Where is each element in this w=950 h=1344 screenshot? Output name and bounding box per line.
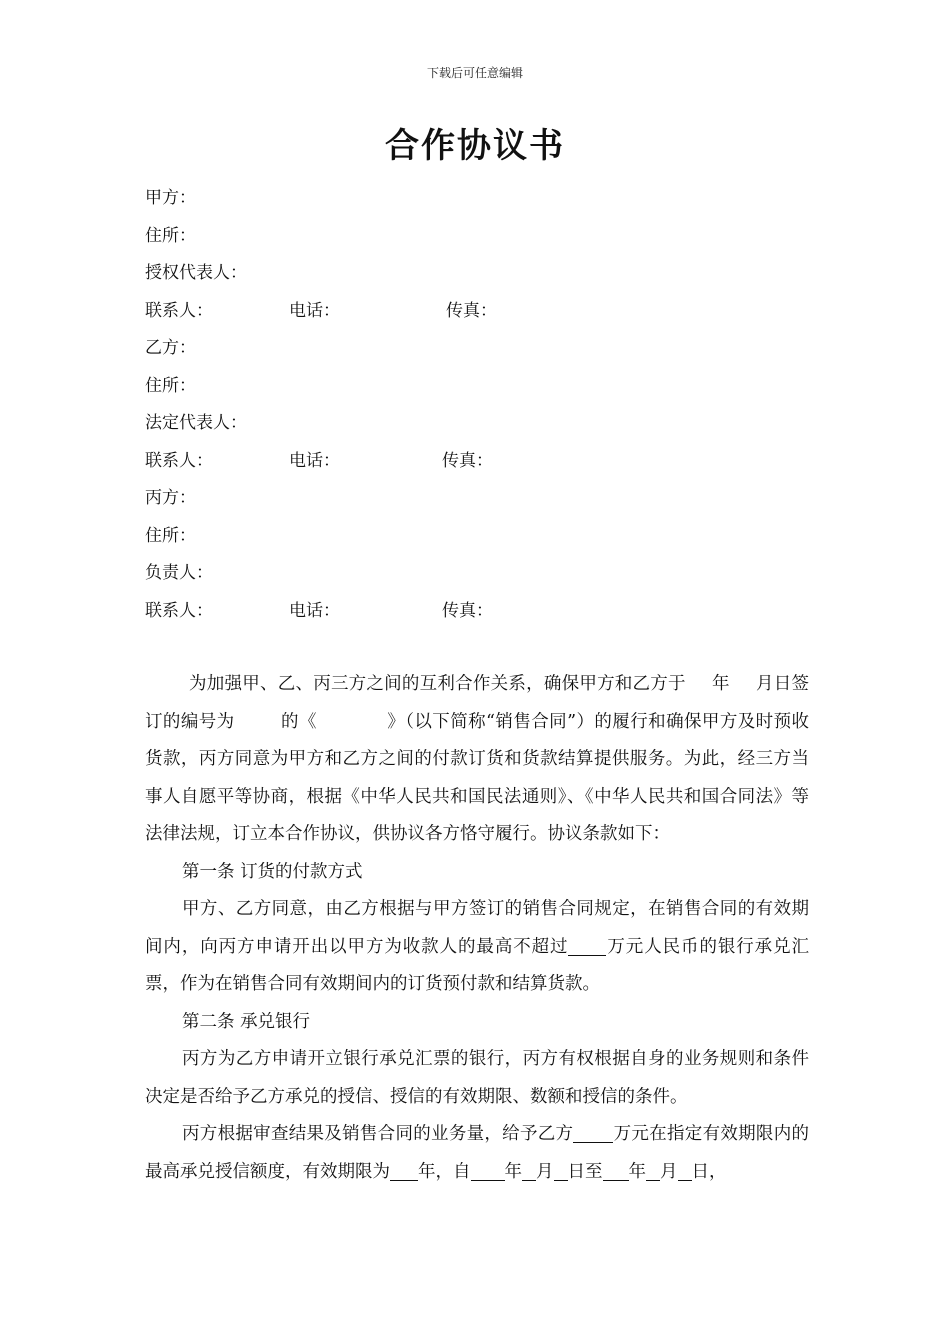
party-c-phone: 电话：	[289, 600, 340, 621]
party-c-line	[145, 480, 825, 518]
page-header: 下载后可任意编辑	[426, 66, 523, 80]
start-month-blank	[522, 1162, 536, 1181]
party-c-rep: 负责人：	[145, 563, 213, 583]
party-b-fax: 传真：	[442, 450, 493, 471]
article-2-text-6: 月	[536, 1161, 554, 1182]
party-c-contact-line	[145, 593, 825, 631]
start-year-blank	[471, 1162, 505, 1181]
party-a-address: 住所：	[145, 225, 196, 246]
party-b-rep: 法定代表人：	[145, 413, 247, 433]
article-2-text-10: 日，	[691, 1161, 727, 1182]
document-title: 合作协议书	[385, 126, 565, 166]
preamble-paragraph	[145, 666, 809, 854]
party-b-contact-line	[145, 443, 825, 481]
parties-block	[145, 180, 825, 630]
article-1-heading: 第一条 订货的付款方式	[182, 861, 363, 882]
party-c-address: 住所：	[145, 525, 196, 546]
party-a-rep-line	[145, 255, 825, 293]
end-year-blank	[603, 1162, 629, 1181]
party-a-contact-line	[145, 293, 825, 331]
article-1-text-2: 万元人民币的银行承兑汇票，作为在销售合同有效期间内的订货预付款和结算货款。	[145, 936, 809, 994]
credit-amount-blank	[573, 1124, 613, 1143]
end-month-blank	[646, 1162, 660, 1181]
article-1-text-1: 甲方、乙方同意，由乙方根据与甲方签订的销售合同规定，在销售合同的有效期间内，向丙方申请开出以甲方为收款人的最高不超过	[145, 899, 809, 957]
party-b-address-line	[145, 368, 825, 406]
preamble-text-1: 为加强甲、乙、丙三方之间的互利合作关系，确保甲方和乙方于	[189, 674, 686, 694]
article-1-paragraph	[145, 891, 809, 1004]
article-2-text-7: 日至	[567, 1161, 603, 1182]
article-2-text-8: 年	[628, 1161, 646, 1182]
party-b-address: 住所：	[145, 375, 196, 396]
party-c-label: 丙方：	[145, 488, 196, 508]
party-c-contact: 联系人：	[145, 600, 213, 621]
term-years-blank	[390, 1162, 418, 1181]
article-2-text-5: 年	[504, 1161, 522, 1182]
article-2-paragraph-2	[145, 1116, 809, 1191]
party-c-rep-line	[145, 555, 825, 593]
party-a-contact: 联系人：	[145, 300, 213, 321]
preamble-text-2: 日签订的编号为	[145, 674, 810, 732]
party-b-phone: 电话：	[289, 450, 340, 471]
party-b-label: 乙方：	[145, 338, 196, 358]
article-2-text-3: 万元在指定有效期限内的最高承兑授信额度，有效期限为	[145, 1124, 810, 1182]
preamble-month: 月	[755, 674, 774, 694]
party-b-rep-line	[145, 405, 825, 443]
party-a-phone: 电话：	[289, 300, 340, 321]
agreement-body	[145, 666, 809, 1191]
article-2-text-4: 年，自	[418, 1161, 471, 1182]
preamble-text-3: 的《	[280, 711, 317, 732]
article-2-heading: 第二条 承兑银行	[182, 1011, 311, 1032]
party-c-address-line	[145, 518, 825, 556]
party-a-fax: 传真：	[446, 300, 497, 321]
start-day-blank	[554, 1162, 568, 1181]
party-a-rep: 授权代表人：	[145, 263, 247, 283]
party-b-line	[145, 330, 825, 368]
party-b-contact: 联系人：	[145, 450, 213, 471]
article-2-text-2: 丙方根据审查结果及销售合同的业务量，给予乙方	[182, 1124, 574, 1144]
party-a-label: 甲方：	[145, 188, 196, 208]
party-a-address-line	[145, 218, 825, 256]
preamble-text-4: 》（以下简称“销售合同”）的履行和确保甲方及时预收货款，丙方同意为甲方和乙方之间的付款订货和货款结算提供服务。为此，经三方当事人自愿平等协商，根据《中华人民共和国民法通则》、《中华人民共和国合同法》等法律法规，订立本合作协议，供协议各方恪守履行。协议条款如下：	[145, 711, 810, 844]
amount-blank	[568, 937, 606, 956]
party-a-line	[145, 180, 825, 218]
preamble-year: 年	[711, 674, 730, 694]
end-day-blank	[678, 1162, 692, 1181]
article-2-paragraph-1: 丙方为乙方申请开立银行承兑汇票的银行，丙方有权根据自身的业务规则和条件决定是否给予乙方承兑的授信、授信的有效期限、数额和授信的条件。	[145, 1049, 809, 1107]
article-2-text-9: 月	[660, 1161, 678, 1182]
party-c-fax: 传真：	[442, 600, 493, 621]
